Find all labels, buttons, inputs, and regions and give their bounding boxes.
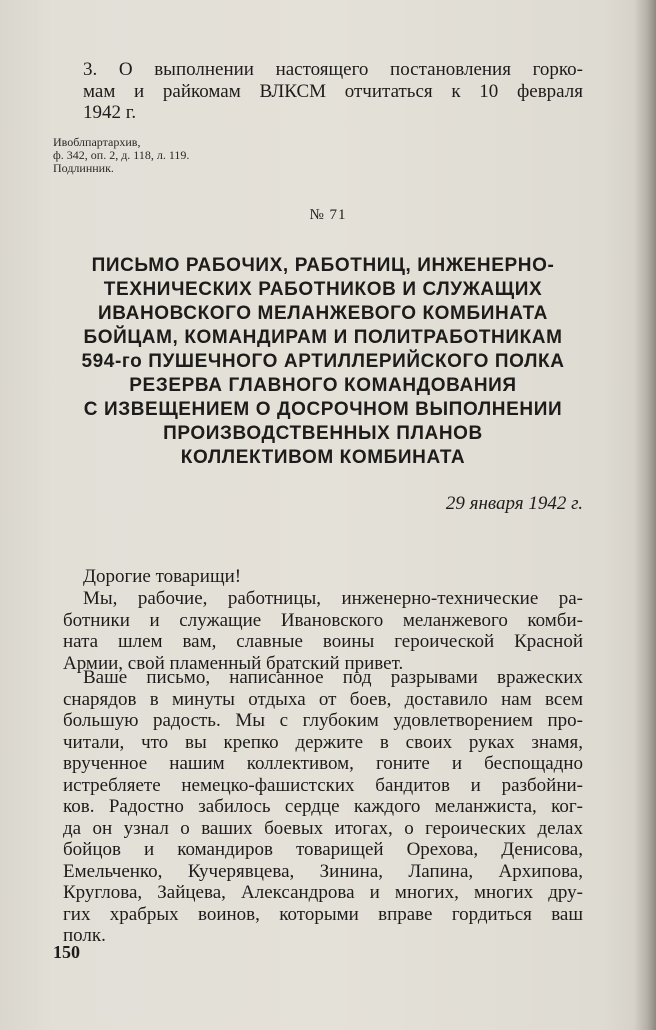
page-edge-shadow (634, 0, 656, 1030)
text-line: мам и райкомам ВЛКСМ отчитаться к 10 февраля (83, 80, 583, 102)
text-line: гих храбрых воинов, которыми вправе гордиться ваш (63, 903, 583, 925)
paragraph-2 (63, 667, 583, 947)
title-line: ПИСЬМО РАБОЧИХ, РАБОТНИЦ, ИНЖЕНЕРНО- (91, 255, 555, 276)
document-title (40, 254, 606, 470)
text-line: да он узнал о ваших боевых итогах, о героических делах (63, 817, 583, 839)
text-line: Емельченко, Кучерявцева, Зинина, Лапина, Архипова, (63, 860, 583, 882)
document-date: 29 января 1942 г. (445, 493, 583, 514)
text-line: полк. (63, 925, 106, 946)
text-line: 3. О выполнении настоящего постановления горко- (83, 59, 583, 80)
text-line: Ваше письмо, написанное под разрывами вражеских (83, 667, 583, 688)
title-line: БОЙЦАМ, КОМАНДИРАМ И ПОЛИТРАБОТНИКАМ (83, 327, 563, 348)
archive-note (53, 136, 189, 175)
title-line: КОЛЛЕКТИВОМ КОМБИНАТА (180, 447, 466, 468)
text-line: снарядов в минуты отдыха от боев, доставило нам всем (63, 688, 583, 710)
text-line: большую радость. Мы с глубоким удовлетворением про- (63, 710, 583, 731)
text-line: читали, что вы крепко держите в своих руках знамя, (63, 731, 583, 753)
top-paragraph (83, 59, 583, 124)
archive-line: ф. 342, оп. 2, д. 118, л. 119. (53, 148, 190, 162)
archive-line: Подлинник. (53, 161, 114, 175)
greeting: Дорогие товарищи! (83, 566, 242, 587)
title-line: РЕЗЕРВА ГЛАВНОГО КОМАНДОВАНИЯ (129, 375, 517, 396)
text-line: бойцов и командиров товарищей Орехова, Денисова, (63, 839, 583, 860)
document-number: № 71 (309, 207, 347, 223)
title-line: ТЕХНИЧЕСКИХ РАБОТНИКОВ И СЛУЖАЩИХ (103, 279, 543, 300)
title-line: ИВАНОВСКОГО МЕЛАНЖЕВОГО КОМБИНАТА (98, 303, 548, 324)
text-line: врученное нашим коллективом, гоните и беспощадно (63, 753, 583, 774)
paragraph-1 (63, 588, 583, 674)
archive-line: Ивоблпартархив, (53, 135, 141, 149)
title-line: ПРОИЗВОДСТВЕННЫХ ПЛАНОВ (163, 423, 483, 444)
text-line: ков. Радостно забилось сердце каждого меланжиста, ког- (63, 796, 583, 817)
text-line: ната шлем вам, славные воины героической Красной (63, 631, 583, 652)
text-line: Круглова, Зайцева, Александрова и многих, многих дру- (63, 882, 583, 903)
title-line: С ИЗВЕЩЕНИЕМ О ДОСРОЧНОМ ВЫПОЛНЕНИИ (83, 399, 563, 420)
text-line: 1942 г. (83, 102, 137, 123)
title-line: 594-го ПУШЕЧНОГО АРТИЛЛЕРИЙСКОГО ПОЛКА (81, 351, 565, 372)
text-line: истребляете немецко-фашистских бандитов и разбойни- (63, 774, 583, 796)
text-line: Армии, свой пламенный братский привет. (63, 652, 404, 674)
text-line: Мы, рабочие, работницы, инженерно-технические ра- (83, 588, 583, 609)
page-number: 150 (53, 942, 80, 962)
text-line: ботники и служащие Ивановского меланжевого комби- (63, 609, 583, 631)
